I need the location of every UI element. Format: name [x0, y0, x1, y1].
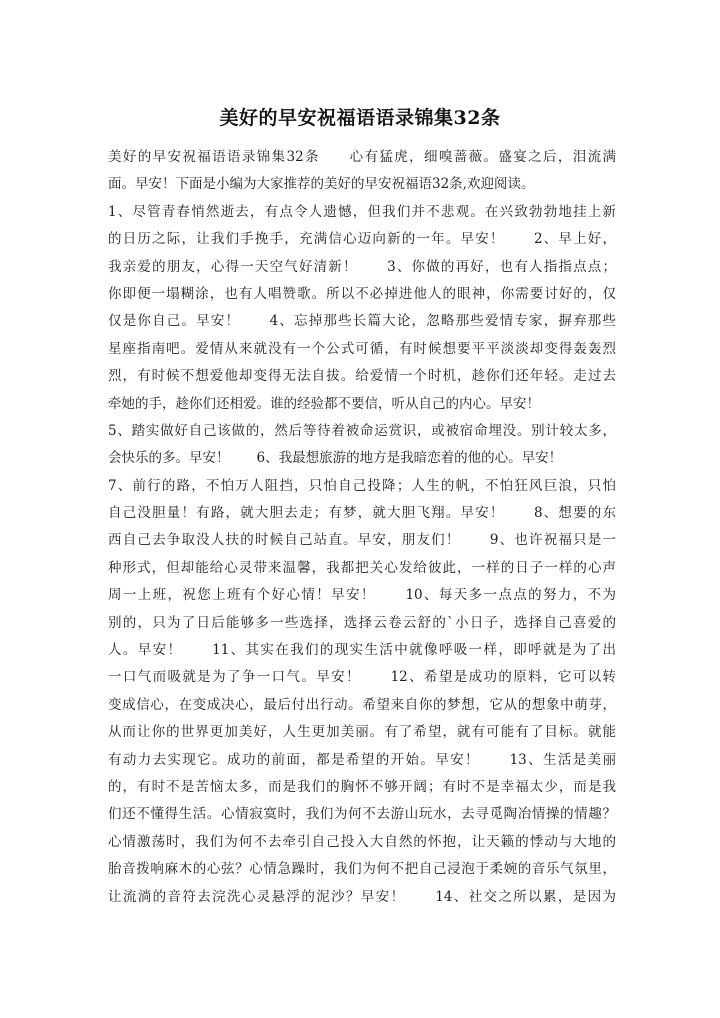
body-line: 心情激荡时，我们为何不去牵引自己投入大自然的怀抱，让天籁的悸动与大地的 — [108, 833, 616, 850]
body-line: 1、尽管青春悄然逝去，有点令人遗憾，但我们并不悲观。在兴致勃勃地挂上新 — [108, 203, 616, 220]
body-line: 有动力去实现它。成功的前面，都是希望的开始。早安！ 13、生活是美丽 — [108, 751, 616, 768]
body-line: 星座指南吧。爱情从来就没有一个公式可循，有时候想要平平淡淡却变得轰轰烈 — [108, 340, 616, 357]
body-line: 种形式，但却能给心灵带来温馨，我都把关心发给彼此，一样的日子一样的心声 — [108, 559, 616, 576]
body-line: 5、踏实做好自己该做的，然后等待着被命运赏识，或被宿命埋没。别计较太多， — [108, 422, 616, 439]
body-line: 美好的早安祝福语语录锦集32条 心有猛虎，细嗅蔷薇。盛宴之后，泪流满 — [108, 149, 616, 165]
body-line: 面。早安！下面是小编为大家推荐的美好的早安祝福语32条,欢迎阅读。 — [108, 176, 535, 193]
body-line: 自己没胆量！有路，就大胆去走；有梦，就大胆飞翔。早安！ 8、想要的东 — [108, 505, 616, 522]
body-line: 周一上班，祝您上班有个好心情！早安！ 10、每天多一点点的努力，不为 — [108, 587, 616, 604]
body-line: 让流淌的音符去浣洗心灵悬浮的泥沙？早安！ 14、社交之所以累，是因为 — [108, 888, 616, 905]
body-line: 烈，有时候不想爱他却变得无法自拔。给爱情一个时机，趁你们还年轻。走过去 — [108, 368, 616, 385]
body-line: 仅是你自己。早安！ 4、忘掉那些长篇大论，忽略那些爱情专家，摒弃那些 — [108, 313, 616, 330]
body-line: 的日历之际，让我们手挽手，充满信心迈向新的一年。早安！ 2、早上好， — [108, 231, 616, 248]
body-line: 从而让你的世界更加美好，人生更加美丽。有了希望，就有可能有了目标。就能 — [108, 724, 616, 741]
document-body — [108, 144, 616, 911]
body-line: 我亲爱的朋友，心得一天空气好清新！ 3、你做的再好，也有人指指点点； — [108, 258, 616, 275]
body-line: 别的，只为了日后能够多一些选择，选择云卷云舒的`小日子，选择自己喜爱的 — [108, 614, 616, 631]
body-line: 会快乐的多。早安！ 6、我最想旅游的地方是我暗恋着的他的心。早安！ — [108, 450, 563, 467]
body-line: 西自己去争取没人扶的时候自己站直。早安，朋友们！ 9、也许祝福只是一 — [108, 532, 616, 549]
body-line: 变成信心，在变成决心，最后付出行动。希望来自你的梦想，它从的想象中萌芽， — [108, 696, 616, 713]
body-line: 人。早安！ 11、其实在我们的现实生活中就像呼吸一样，即呼就是为了出 — [108, 642, 616, 659]
body-line: 牵她的手，趁你们还相爱。谁的经验都不要信，听从自己的内心。早安！ — [108, 395, 540, 412]
body-line: 们还不懂得生活。心情寂寞时，我们为何不去游山玩水，去寻觅陶冶情操的情趣？ — [108, 806, 616, 823]
body-line: 你即便一塌糊涂，也有人唱赞歌。所以不必掉进他人的眼神，你需要讨好的，仅 — [108, 285, 616, 302]
body-line: 7、前行的路，不怕万人阻挡，只怕自己投降；人生的帆，不怕狂风巨浪，只怕 — [108, 477, 616, 494]
document-title: 美好的早安祝福语语录锦集32条 — [219, 107, 501, 129]
body-line: 胎音拨响麻木的心弦？心情急躁时，我们为何不把自己浸泡于柔婉的音乐气氛里， — [108, 861, 616, 878]
body-line: 的，有时不是苦恼太多，而是我们的胸怀不够开阔；有时不是幸福太少，而是我 — [108, 778, 616, 795]
body-line: 一口气而吸就是为了争一口气。早安！ 12、希望是成功的原料，它可以转 — [108, 669, 616, 686]
